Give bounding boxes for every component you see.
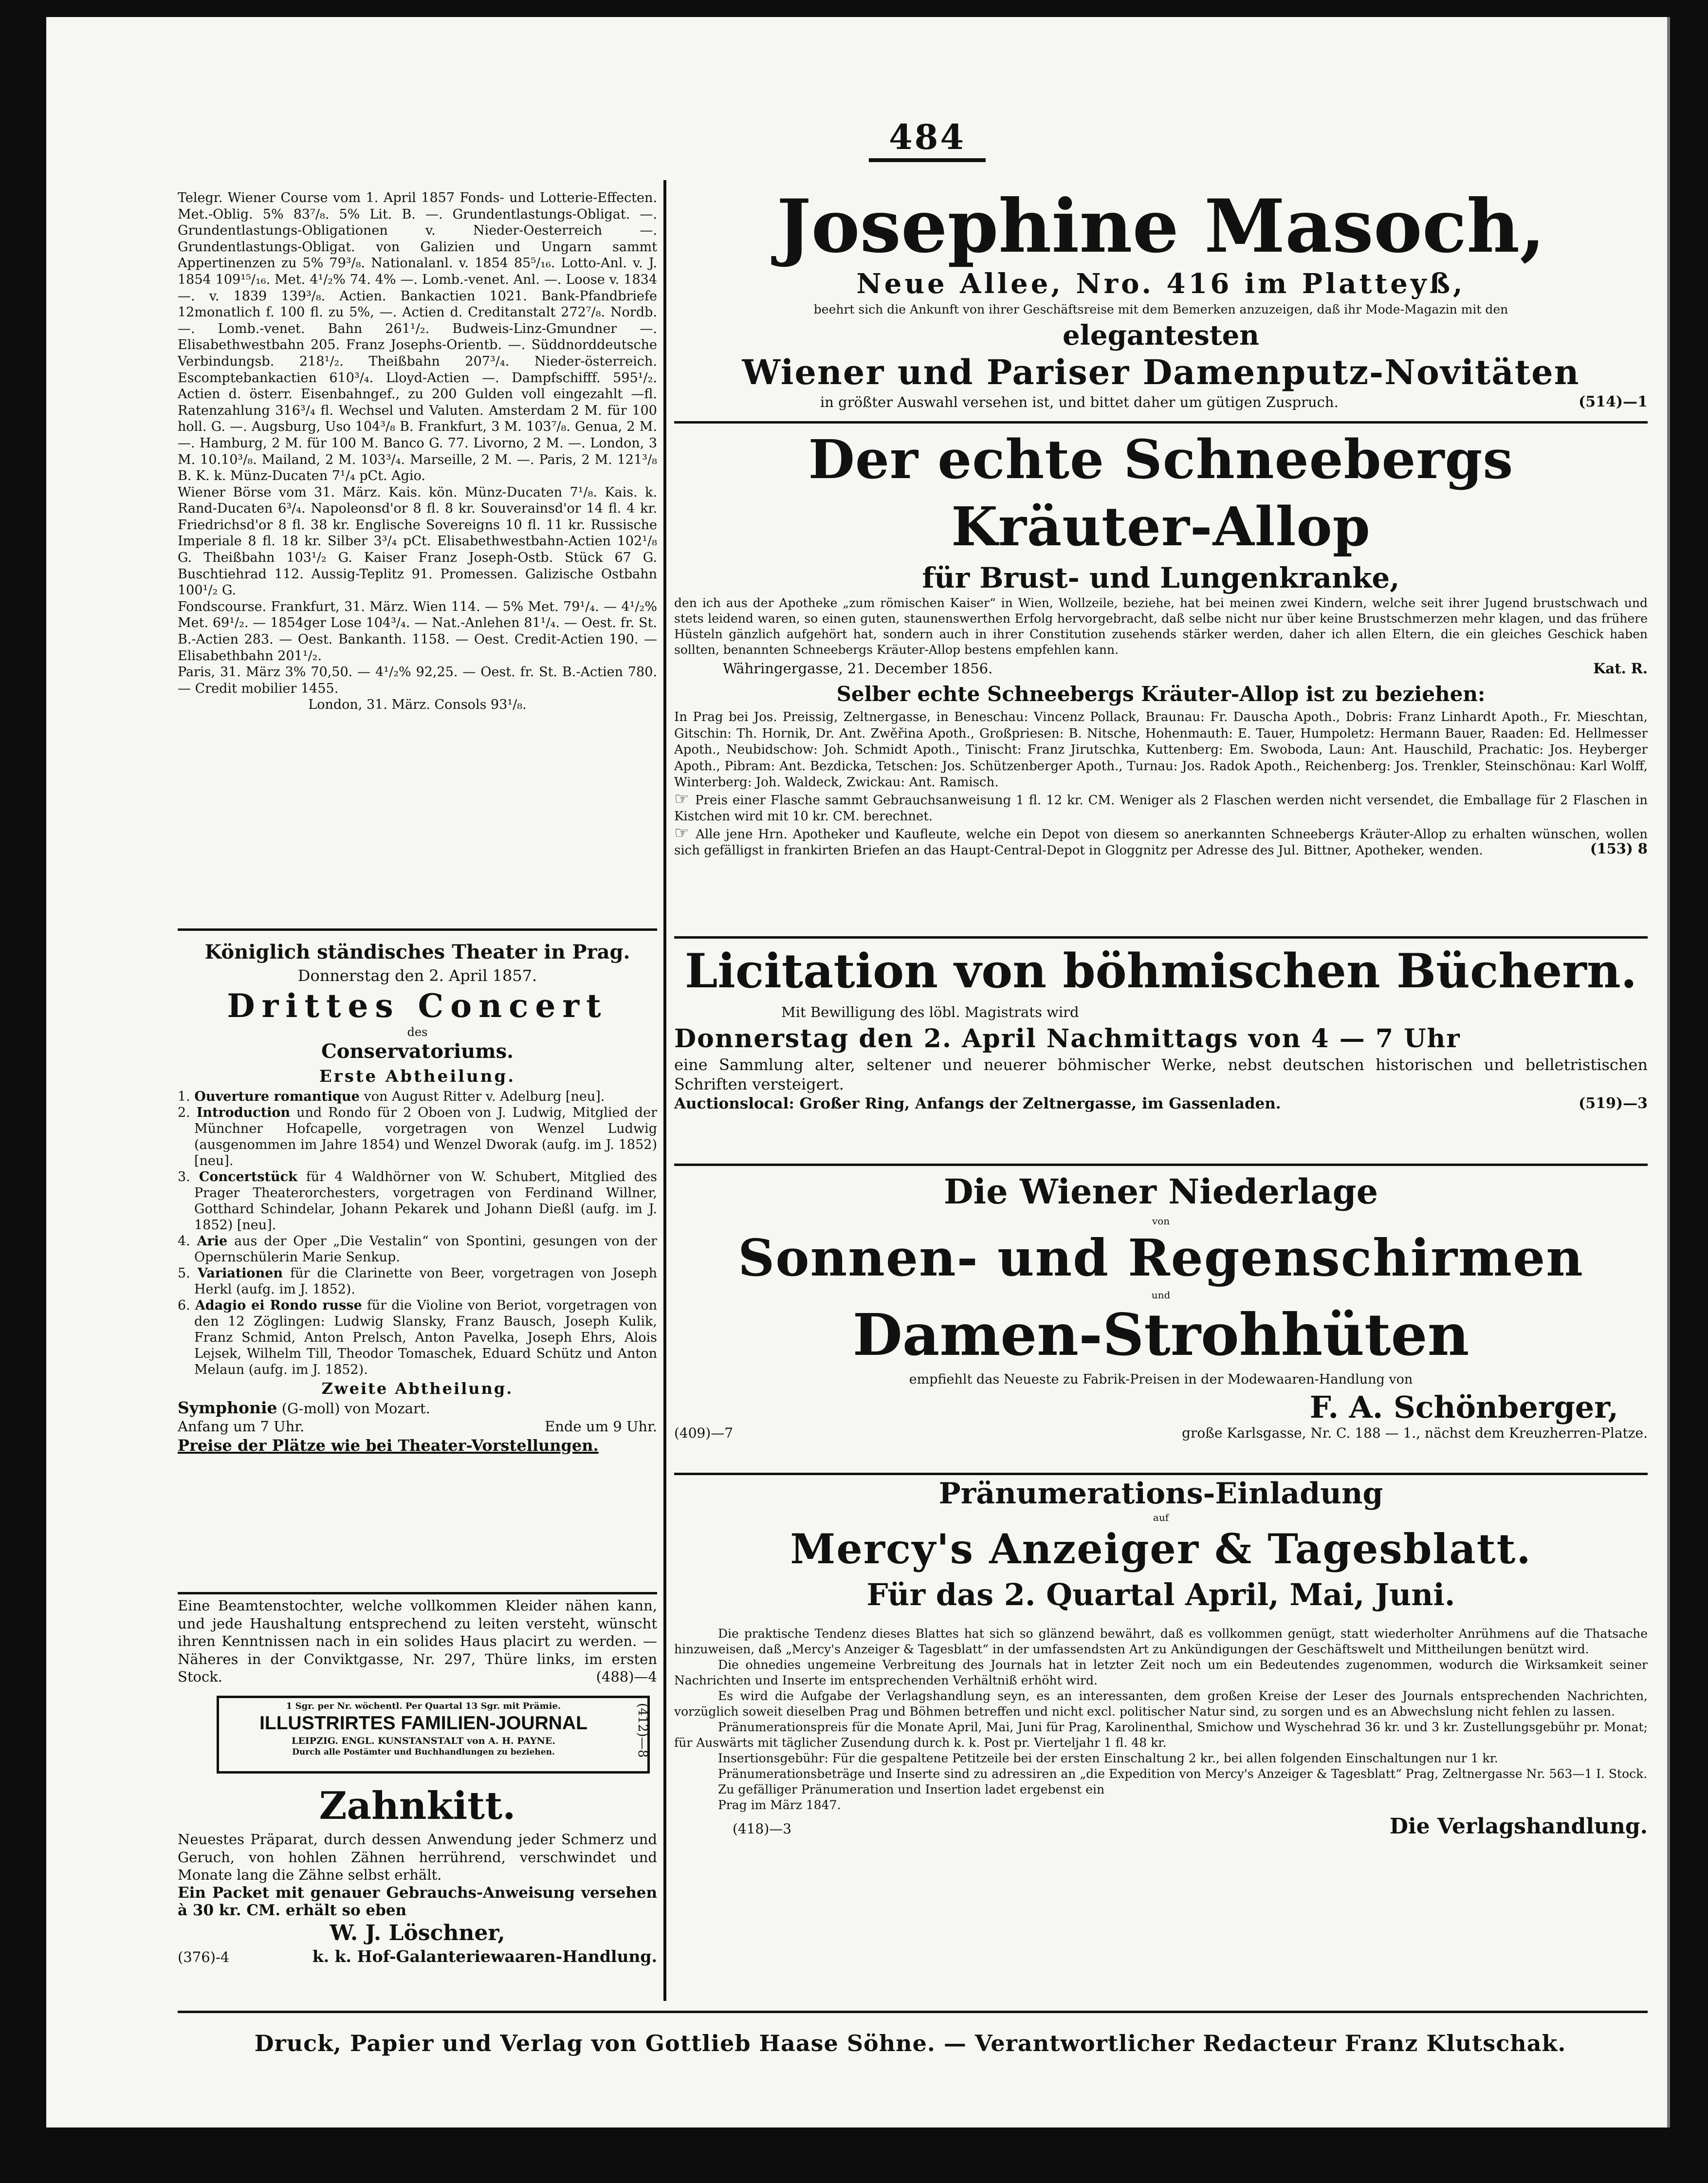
pointing-hand-icon: ☞ (674, 789, 695, 809)
course-frankfurt: Fondscourse. Frankfurt, 31. März. Wien 114. — 5% Met. 79¹/₄. — 4¹/₂% Met. 69¹/₂. — 1854ger Lose 104³/₄. — Nat.-Anlehen 81¹/₄. — Oest. fr. St. B.-Actien 283. — Oest. Bankanth. 1158. — Oest. Credit-Actien 190. — Elisabethbahn 201¹/₂. (178, 599, 657, 664)
allop-price-text: Preis einer Flasche sammt Gebrauchsanweisung 1 fl. 12 kr. CM. Weniger als 2 Flaschen werden nicht versendet, die Emballage für 2 Flaschen in Kistchen wird mit 10 kr. CM. berechnet. (674, 793, 1648, 824)
mercy-ad (674, 1475, 1648, 1839)
beamtenstochter-text: Eine Beamtenstochter, welche vollkommen Kleider nähen kann, und jede Haushaltung entsprechend zu leiten versteht, wünscht ihren Kenntnissen nach in ein solides Haus placirt zu werden. — Näheres in der Conviktgasse, Nr. 297, Thüre links, im ersten Stock. (178, 1597, 657, 1685)
mercy-address: Pränumerationsbeträge und Inserte sind zu adressiren an „die Expedition von Mercy's Anzeiger & Tagesblatt“ Prag, Zeltnergasse Nr. 563—1 I. Stock. (718, 1767, 1648, 1781)
concert-program-item (178, 1169, 657, 1233)
niederlage-ad (674, 1168, 1648, 1442)
allop-available: Selber echte Schneebergs Kräuter-Allop ist zu beziehen: (836, 682, 1486, 706)
mercy-title: Mercy's Anzeiger & Tagesblatt. (790, 1525, 1532, 1573)
program-item-title: Adagio ei Rondo russe (195, 1298, 362, 1313)
mercy-ref: (418)—3 (733, 1821, 792, 1837)
concert-announcement (178, 940, 657, 1456)
mercy-auf: auf (1153, 1512, 1169, 1523)
concert-program-item (178, 1265, 657, 1297)
niederlage-title: Die Wiener Niederlage (943, 1171, 1378, 1212)
mercy-paragraph: Die ohnedies ungemeine Verbreitung des Journals hat in letzter Zeit noch um ein Bedeutendes zugenommen, wodurch die Wirksamkeit seiner Nachrichten und Inserte im entsprechenden Verhältniß erhöht wird. (674, 1658, 1648, 1687)
part-two-heading: Zweite Abtheilung. (321, 1379, 514, 1398)
licitation-ad (674, 941, 1648, 1113)
mercy-paragraph: Es wird die Aufgabe der Verlagshandlung seyn, es an interessanten, dem großen Kreise der Leser des Journals entsprechenden Nachrichten, vorzüglich soweit dieselben Prag und Böhmen betreffen und nicht excl. politischer Natur sind, zu sorgen und es an Abwechslung nicht fehlen zu lassen. (674, 1689, 1648, 1719)
concert-title: Drittes Concert (227, 987, 608, 1025)
zahnkitt-ref: (376)-4 (178, 1948, 230, 1965)
program-item-title: Concertstück (199, 1169, 297, 1184)
part-one-heading: Erste Abtheilung. (319, 1067, 516, 1086)
program-item-number: 3. (178, 1169, 190, 1184)
mercy-date: Prag im März 1847. (718, 1798, 841, 1812)
masoch-elegant: elegantesten (1063, 319, 1259, 352)
beamtenstochter-ref: (488)—4 (596, 1668, 657, 1685)
niederlage-address-line (674, 1424, 1648, 1442)
zahnkitt-bottom-line (178, 1947, 657, 1966)
conservatory-name: Conservatoriums. (321, 1040, 514, 1063)
program-item-number: 6. (178, 1298, 190, 1313)
program-item-number: 4. (178, 1234, 190, 1249)
concert-des: des (407, 1025, 428, 1039)
concert-date: Donnerstag den 2. April 1857. (297, 966, 537, 985)
rule (178, 928, 657, 931)
niederlage-von: von (1152, 1215, 1170, 1227)
program-item-title: Arie (197, 1234, 228, 1249)
zahnkitt-ad (178, 1782, 657, 1966)
concert-prices: Preise der Plätze wie bei Theater-Vorstellungen. (178, 1436, 599, 1455)
program-item-detail: für die Violine von Beriot, vorgetragen von den 12 Zöglingen: Ludwig Slansky, Franz Bausch, Joseph Kulik, Franz Schmid, Anton Prelsch, Anton Pavelka, Joseph Ehrs, Alois Lejsek, Wilhelm Till, Theodor Tomaschek, Eduard Schütz und Anton Melaun (aufg. im J. 1852). (194, 1298, 657, 1377)
journal-distribution: Durch alle Postämter und Buchhandlungen zu beziehen. (292, 1747, 555, 1757)
page-number: 484 (888, 117, 966, 157)
masoch-text: beehrt sich die Ankunft von ihrer Geschäftsreise mit dem Bemerken anzuzeigen, daß ihr Mode-Magazin mit den (813, 302, 1508, 316)
course-paris: Paris, 31. März 3% 70,50. — 4¹/₂% 92,25. — Oest. fr. St. B.-Actien 780. — Credit mobilier 1455. (178, 665, 657, 696)
mercy-signature: Die Verlagshandlung. (1389, 1814, 1648, 1839)
allop-ad (674, 426, 1648, 858)
masoch-novelties: Wiener und Pariser Damenputz-Novitäten (742, 352, 1580, 392)
mercy-paragraph: Die praktische Tendenz dieses Blattes hat sich so glänzend bewährt, daß es vollkommen genügt, statt wiederholter Anrühmens auf die Thatsache hinzuweisen, daß „Mercy's Anzeiger & Tagesblatt“ in der umfassendsten Art zu Ankündigungen der Geschäftswelt und Mittheilungen benützt wird. (674, 1627, 1648, 1656)
zahnkitt-text: Neuestes Präparat, durch dessen Anwendung jeder Schmerz und Geruch, von hohlen Zähnen herrührend, verschwindet und Monate lang die Zähne selbst erhält. (178, 1831, 657, 1883)
stock-courses (178, 190, 657, 713)
program-item-detail: aus der Oper „Die Vestalin“ von Spontini, gesungen von der Opernschülerin Marie Senkup. (194, 1234, 657, 1265)
mercy-invite: Pränumerations-Einladung (938, 1477, 1383, 1511)
course-london: London, 31. März. Consols 93¹/₈. (308, 697, 527, 713)
rule (178, 1592, 657, 1594)
concert-program (178, 1089, 657, 1378)
allop-title: Der echte Schneebergs Kräuter-Allop (808, 428, 1514, 558)
zahnkitt-shop: k. k. Hof-Galanteriewaaren-Handlung. (312, 1946, 657, 1966)
program-item-detail: für 4 Waldhörner von W. Schubert, Mitglied des Prager Theaterorchesters, vorgetragen von Ferdinand Willner, Gotthard Schindelar, Johann Pekarek und Johann Dießl (aufg. im J. 1852) [neu]. (194, 1169, 657, 1233)
masoch-ad (674, 185, 1648, 411)
allop-signature: Kat. R. (1593, 660, 1648, 677)
niederlage-ref: (409)—7 (674, 1425, 734, 1441)
program-item-title: Introduction (196, 1105, 291, 1120)
beamtenstochter-ad (178, 1597, 657, 1684)
newspaper-page (46, 17, 1670, 2128)
journal-publisher: LEIPZIG. ENGL. KUNSTANSTALT von A. H. PAYNE. (291, 1736, 556, 1746)
footer-rule (178, 2011, 1648, 2013)
imprint-footer: Druck, Papier und Verlag von Gottlieb Haase Söhne. — Verantwortlicher Redacteur Franz Klutschak. (254, 2030, 1566, 2056)
licitation-local-line (674, 1094, 1648, 1113)
column-divider (663, 180, 666, 2001)
licitation-ref: (519)—3 (1579, 1095, 1648, 1112)
allop-price (674, 791, 1648, 825)
rule (674, 1164, 1648, 1166)
concert-program-item (178, 1105, 657, 1169)
zahnkitt-title: Zahnkitt. (319, 1784, 516, 1828)
concert-program-item (178, 1297, 657, 1378)
licitation-intro: Mit Bewilligung des löbl. Magistrats wird (781, 1004, 1079, 1020)
program-item-number: 1. (178, 1089, 190, 1104)
concert-end: Ende um 9 Uhr. (545, 1418, 657, 1435)
zahnkitt-seller: W. J. Löschner, (330, 1920, 505, 1945)
course-vienna-boerse: Wiener Börse vom 31. März. Kais. kön. Münz-Ducaten 7¹/₈. Kais. k. Rand-Ducaten 6³/₄. Napoleonsd'or 8 fl. 8 kr. Souverainsd'or 14 fl. 4 kr. Friedrichsd'or 8 fl. 38 kr. Englische Sovereigns 10 fl. 11 kr. Russische Imperiale 8 fl. 18 kr. Silber 3³/₄ pCt. Elisabethwestbahn-Actien 102¹/₈ G. Theißbahn 103¹/₂ G. Kaiser Franz Joseph-Ostb. Stück 67 G. Buschtiehrad 112. Aussig-Teplitz 91. Promessen. Galizische Ostbahn 100¹/₂ G. (178, 484, 657, 598)
concert-program-item (178, 1233, 657, 1265)
niederlage-umbrellas: Sonnen- und Regenschirmen (738, 1228, 1584, 1288)
journal-title: ILLUSTRIRTES FAMILIEN-JOURNAL (259, 1713, 588, 1734)
masoch-ref: (514)—1 (1579, 393, 1648, 410)
journal-price: 1 Sgr. per Nr. wöchentl. Per Quartal 13 Sgr. mit Prämie. (286, 1701, 561, 1711)
niederlage-und: und (1151, 1289, 1171, 1301)
theatre-name: Königlich ständisches Theater in Prag. (204, 941, 630, 963)
masoch-closing: in größter Auswahl versehen ist, und bittet daher um gütigen Zuspruch. (820, 394, 1339, 410)
concert-times (178, 1418, 657, 1435)
niederlage-text: empfiehlt das Neueste zu Fabrik-Preisen in der Modewaaren-Handlung von (909, 1372, 1413, 1387)
allop-testimonial: den ich aus der Apotheke „zum römischen Kaiser“ in Wien, Wollzeile, beziehe, hat bei meinen zwei Kindern, welche seit ihrer Jugend brustschwach und stets leidend waren, so einen guten, staunenswerthen Erfolg hervorgebracht, daß selbe nicht nur über keine Brustschmerzen mehr klagen, und das frühere Hüsteln gänzlich aufgehört hat, sondern auch in ihrer Constitution zusehends stärker werden, daher ich allen Eltern, die ein gleiches Geschick haben sollten, benannten Schneebergs Kräuter-Allop bestens empfehlen kann. (674, 596, 1648, 657)
symphonie-detail: (G-moll) von Mozart. (281, 1400, 430, 1417)
symphonie-title: Symphonie (178, 1398, 277, 1417)
journal-ad (217, 1696, 650, 1774)
niederlage-address: große Karlsgasse, Nr. C. 188 — 1., nächst dem Kreuzherren-Platze. (1182, 1425, 1648, 1441)
symphonie-line (178, 1399, 657, 1418)
program-item-number: 5. (178, 1266, 190, 1281)
journal-side-ref: (412)—8 (635, 1703, 650, 1758)
mercy-invitation: Zu gefälliger Pränumeration und Insertion ladet ergebenst ein (718, 1782, 1105, 1796)
allop-subtitle: für Brust- und Lungenkranke, (922, 561, 1400, 594)
allop-depot-text: Alle jene Hrn. Apotheker und Kaufleute, welche ein Depot von diesem so anerkannten Schneebergs Kräuter-Allop zu erhalten wünschen, wollen sich gefälligst in frankirten Briefen an das Haupt-Central-Depot in Gloggnitz per Adresse des Jul. Bittner, Apotheker, wenden. (674, 827, 1648, 858)
allop-ref: (153) 8 (1590, 840, 1648, 857)
mercy-prices: Pränumerationspreis für die Monate April, Mai, Juni für Prag, Karolinenthal, Smichow und Wyschehrad 36 kr. und 3 kr. Zustellungsgebühr pr. Monat; für Auswärts mit täglicher Zusendung durch k. k. Post pr. Vierteljahr 1 fl. 48 kr. (674, 1720, 1648, 1750)
mercy-quarter: Für das 2. Quartal April, Mai, Juni. (866, 1577, 1455, 1612)
rule (674, 421, 1648, 424)
concert-begin: Anfang um 7 Uhr. (178, 1418, 305, 1435)
allop-pharmacy-list: In Prag bei Jos. Preissig, Zeltnergasse, in Beneschau: Vincenz Pollack, Braunau: Fr. Dauscha Apoth., Dobris: Franz Linhardt Apoth., Fr. Mieschtan, Gitschin: Th. Hornik, Dr. Ant. Zwěřina Apoth., Großpriesen: B. Nitsche, Hohenmauth: E. Tauer, Humpoletz: Hermann Bauer, Raaden: Ed. Hellmesser Apoth., Neubidschow: Joh. Schmidt Apoth., Tinischt: Franz Jirutschka, Kuttenberg: Em. Swoboda, Laun: Ant. Hauschild, Prachatic: Jos. Heyberger Apoth., Pibram: Ant. Bezdicka, Tetschen: Jos. Schützenberger Apoth., Turnau: Jos. Radok Apoth., Reichenberg: Jos. Trenkler, Steinschönau: Karl Wolff, Winterberg: Joh. Waldeck, Zwickau: Ant. Ramisch. (674, 710, 1648, 790)
page-number-underline (869, 158, 986, 162)
mercy-insertion: Insertionsgebühr: Für die gespaltene Petitzeile bei der ersten Einschaltung 2 kr., bei allen folgenden Einschaltungen nur 1 kr. (718, 1751, 1498, 1765)
program-item-title: Ouverture romantique (194, 1089, 360, 1104)
masoch-name: Josephine Masoch, (776, 184, 1545, 269)
program-item-detail: und Rondo für 2 Oboen von J. Ludwig, Mitglied der Münchner Hofcapelle, vorgetragen von Wenzel Ludwig (ausgenommen im Jahre 1854) und Wenzel Dworak (aufg. im J. 1852) [neu]. (194, 1105, 657, 1168)
zahnkitt-offer: Ein Packet mit genauer Gebrauchs-Anweisung versehen à 30 kr. CM. erhält so eben (178, 1884, 657, 1919)
program-item-number: 2. (178, 1105, 190, 1120)
licitation-title: Licitation von böhmischen Büchern. (684, 944, 1637, 999)
program-item-detail: für die Clarinette von Beer, vorgetragen von Joseph Herkl (aufg. im J. 1852). (194, 1266, 657, 1297)
mercy-sign-line (674, 1814, 1648, 1839)
masoch-address: Neue Allee, Nro. 416 im Platteyß, (856, 268, 1466, 300)
program-item-title: Variationen (197, 1266, 283, 1281)
allop-place: Währingergasse, 21. December 1856. (723, 660, 993, 677)
licitation-date: Donnerstag den 2. April Nachmittags von 4 — 7 Uhr (674, 1024, 1461, 1054)
rule (674, 936, 1648, 939)
concert-program-item (178, 1089, 657, 1105)
licitation-local: Auctionslocal: Großer Ring, Anfangs der Zeltnergasse, im Gassenladen. (674, 1095, 1281, 1112)
allop-place-line (674, 658, 1648, 679)
masoch-closing-line (674, 393, 1648, 411)
pointing-hand-icon: ☞ (674, 823, 696, 843)
program-item-detail: von August Ritter v. Adelburg [neu]. (364, 1089, 605, 1104)
niederlage-seller: F. A. Schönberger, (1309, 1389, 1618, 1425)
course-vienna-telegraph: Telegr. Wiener Course vom 1. April 1857 Fonds- und Lotterie-Effecten. Met.-Oblig. 5% 83⁷/₈. 5% Lit. B. —. Grundentlastungs-Obligat. —. Grundentlastungs-Obligationen v. Nieder-Oesterreich —. Grundentlastungs-Obligat. von Galizien und Ungarn sammt Appertinenzen zu 5% 79³/₈. Nationalanl. v. 1854 85⁵/₁₆. Lotto-Anl. v. J. 1854 109¹⁵/₁₆. Met. 4¹/₂% 74. 4% —. Lomb.-venet. Anl. —. Loose v. 1834 —. v. 1839 139³/₈. Actien. Bankactien 1021. Bank-Pfandbriefe 12monatlich f. 100 fl. zu 5%, —. Actien d. Creditanstalt 272⁷/₈. Nordb. —. Lomb.-venet. Bahn 261¹/₂. Budweis-Linz-Gmundner —. Elisabethwestbahn 205. Franz Josephs-Orientb. —. Süddnorddeutsche Verbindungsb. 218¹/₂. Theißbahn 207³/₄. Nieder-österreich. Escomptebankactien 610³/₄. Lloyd-Actien —. Dampfschifff. 595¹/₂. Actien d. österr. Eisenbahngef., zu 200 Gulden voll eingezahlt —fl. Ratenzahlung 316³/₄ fl. Wechsel und Valuten. Amsterdam 2 M. für 100 holl. G. —. Augsburg, Uso 104³/₈ B. Frankfurt, 3 M. 103⁷/₈. Genua, 2 M. —. Hamburg, 2 M. für 100 M. Banco G. 77. Livorno, 2 M. —. London, 3 M. 10.10³/₈. Mailand, 2 M. 103³/₄. Marseille, 2 M. —. Paris, 2 M. 121³/₈ B. K. k. Münz-Ducaten 7¹/₄ pCt. Agio. (178, 190, 657, 484)
licitation-text: eine Sammlung alter, seltener und neuerer böhmischer Werke, nebst deutschen historischen und belletristischen Schriften versteigert. (674, 1055, 1648, 1093)
niederlage-hats: Damen-Strohhüten (852, 1301, 1469, 1369)
